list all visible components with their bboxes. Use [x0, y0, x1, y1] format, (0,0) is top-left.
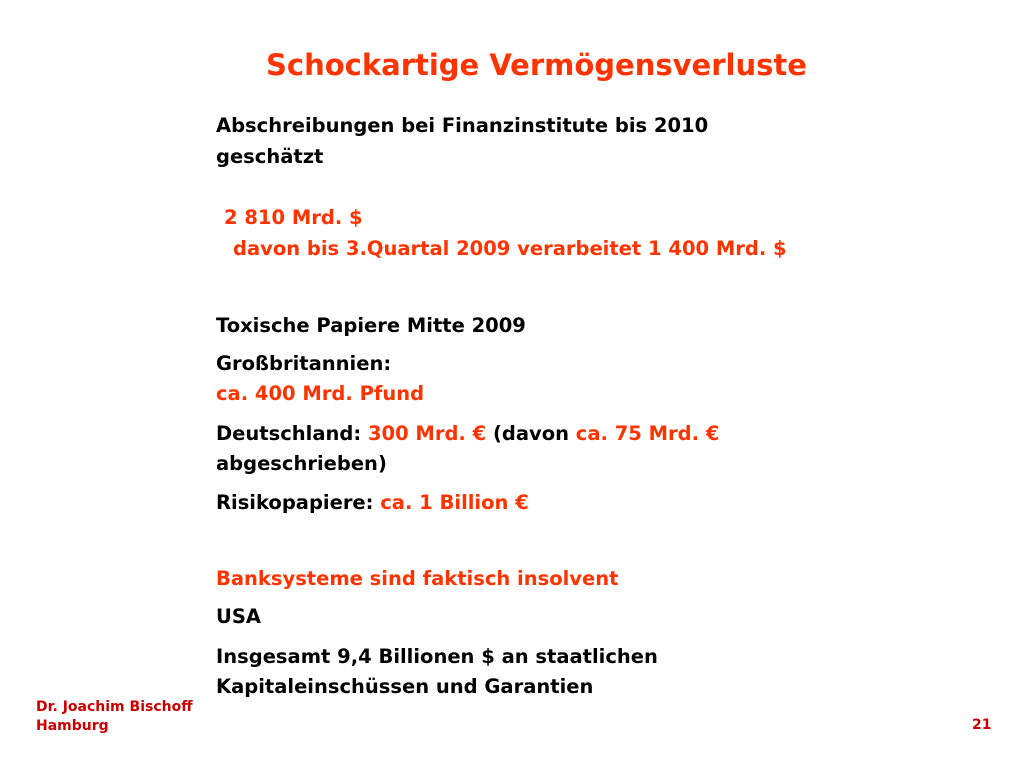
banks-line-2: Kapitaleinschüssen und Garantien: [216, 675, 594, 698]
uk-label: Großbritannien:: [216, 352, 392, 375]
germany-value: 300 Mrd. €: [367, 422, 487, 445]
footer-author: [36, 698, 193, 736]
germany-label: Deutschland:: [216, 422, 368, 445]
germany-end: abgeschrieben): [216, 452, 387, 475]
writedowns-line-1: Abschreibungen bei Finanzinstitute bis 2010: [216, 114, 709, 137]
writedowns-line-2: geschätzt: [216, 145, 324, 168]
risk-line: [216, 490, 976, 516]
page-number: 21: [972, 717, 992, 733]
footer-city: Hamburg: [36, 718, 109, 734]
toxic-heading: Toxische Papiere Mitte 2009: [216, 314, 526, 337]
risk-label: Risikopapiere:: [216, 491, 381, 514]
uk-value: ca. 400 Mrd. Pfund: [216, 382, 425, 405]
writedowns-processed: davon bis 3.Quartal 2009 verarbeitet 1 400 Mrd. $: [233, 237, 787, 260]
banks-line-1: Insgesamt 9,4 Billionen $ an staatlichen: [216, 645, 658, 668]
banks-country: USA: [216, 605, 261, 628]
germany-line: [216, 421, 976, 447]
risk-value: ca. 1 Billion €: [380, 491, 529, 514]
slide-title: Schockartige Vermögensverluste: [266, 48, 807, 82]
footer-author-name: Dr. Joachim Bischoff: [36, 699, 193, 715]
germany-writeoff: ca. 75 Mrd. €: [575, 422, 720, 445]
banks-heading: Banksysteme sind faktisch insolvent: [216, 567, 619, 590]
writedowns-amount: 2 810 Mrd. $: [224, 206, 363, 229]
germany-mid: (davon: [486, 422, 576, 445]
